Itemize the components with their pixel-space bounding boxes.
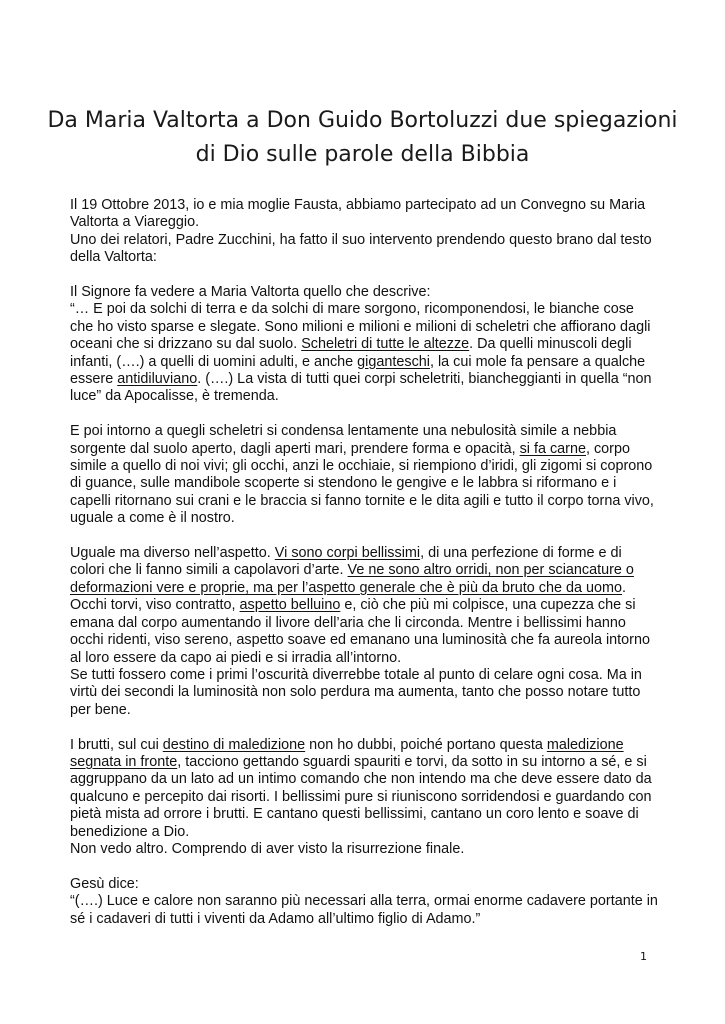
quote-paragraph-2 — [70, 423, 660, 527]
quote-paragraph-1 — [70, 284, 660, 406]
text-span: . Da quelli minuscoli degli infanti, (….) a quelli di uomini adulti, e anche — [70, 336, 632, 370]
text-span: Se tutti fossero come i primi l’oscurità diverrebbe totale al punto di celare ogni cosa. Ma in virtù dei secondi la luminosità non solo perdura ma aumenta, tanto che posso notare tutto per bene. — [70, 666, 642, 718]
text-span: . (….) La vista di tutti quei corpi scheletriti, biancheggianti in quella “non luce” da Apocalisse, è tremenda. — [70, 371, 652, 405]
quote-paragraph-4 — [70, 737, 660, 859]
quote-paragraph-5 — [70, 876, 660, 928]
text-span: , la cui mole fa pensare a qualche essere — [70, 353, 646, 388]
underlined-phrase: Ve ne sono altro orridi, non per sciancature o deformazioni vere e proprie, ma per l’aspetto generale che è più da bruto che da uomo — [70, 562, 634, 596]
text-span: e, ciò che più mi colpisce, una cupezza che si emana dal corpo aumentando il livore dell’aria che li circonda. Mentre i bellissimi hanno occhi ridenti, viso sereno, aspetto soave ed emanano una luminosità che fa aureola intorno al loro essere da capo ai piedi e si irradia all’intorno. — [70, 597, 650, 666]
underlined-phrase: si fa carne — [519, 440, 586, 457]
text-span: I brutti, sul cui — [70, 736, 163, 753]
text-span: Uguale ma diverso nell’aspetto. — [70, 545, 275, 562]
text-span: . Occhi torvi, viso contratto, — [70, 579, 626, 614]
text-span: “… E poi da solchi di terra e da solchi di mare sorgono, ricomponendosi, le bianche cose che ho visto sparse e slegate. Sono milioni e milioni e milioni di scheletri che affiorano dagli oceani che si drizzano su dal suolo. — [70, 301, 651, 353]
underlined-phrase: antidiluviano — [117, 371, 198, 388]
underlined-phrase: destino di maledizione — [162, 736, 306, 753]
quote-paragraph-3 — [70, 545, 660, 719]
underlined-phrase: aspetto belluino — [239, 597, 341, 614]
intro-paragraph — [70, 197, 660, 267]
underlined-phrase: maledizione segnata in fronte — [70, 736, 624, 770]
quote-intro: Il Signore fa vedere a Maria Valtorta quello che descrive: — [70, 284, 431, 301]
underlined-phrase: giganteschi — [357, 353, 430, 370]
speaker-line: Gesù dice: — [70, 875, 139, 892]
text-span: E poi intorno a quegli scheletri si condensa lentamente una nebulosità simile a nebbia sorgente dal suolo aperto, dagli aperti mari, prendere forma e opacità, — [70, 423, 617, 457]
underlined-phrase: Scheletri di tutte le altezze — [301, 336, 470, 353]
intro-line-1: Il 19 Ottobre 2013, io e mia moglie Fausta, abbiamo partecipato ad un Convegno su Maria Valtorta a Viareggio. — [70, 197, 646, 231]
intro-line-2: Uno dei relatori, Padre Zucchini, ha fatto il suo intervento prendendo questo brano dal testo della Valtorta: — [70, 231, 652, 266]
text-span: Non vedo altro. Comprendo di aver visto la risurrezione finale. — [70, 840, 465, 857]
text-span: , corpo simile a quello di noi vivi; gli occhi, anzi le occhiaie, si riempiono d’iridi, gli zigomi si coprono di guance, sulle mandibole scoperte si stendono le gengive e le labbra si riformano e i capelli ritornano sui crani e le braccia si fanno tornite e le dita agili e tutto il corpo torna vivo, uguale a come è il nostro. — [70, 440, 654, 527]
page-number: 1 — [640, 950, 647, 963]
document-title: Da Maria Valtorta a Don Guido Bortoluzzi due spiegazioni di Dio sulle parole della Bibbia — [47, 108, 678, 167]
text-span: , di una perfezione di forme e di colori che li fanno simili a capolavori d’arte. — [70, 545, 622, 579]
document-body — [70, 197, 660, 928]
text-span: “(….) Luce e calore non saranno più necessari alla terra, ormai enorme cadavere portante in sé i cadaveri di tutti i viventi da Adamo all’ultimo figlio di Adamo.” — [70, 893, 658, 927]
text-span: non ho dubbi, poiché portano questa — [305, 736, 547, 753]
underlined-phrase: Vi sono corpi bellissimi — [274, 545, 421, 562]
text-span: , tacciono gettando sguardi spauriti e torvi, da sotto in su intorno a sé, e si aggruppano da un lato ad un intimo comando che non intendo ma che deve essere dato da qualcuno e percepito dai risorti. I bellissimi pure si riuniscono sorridendosi e guardando con pietà mista ad orrore i brutti. E cantano questi bellissimi, cantano un coro lento e soave di benedizione a Dio. — [70, 753, 652, 840]
